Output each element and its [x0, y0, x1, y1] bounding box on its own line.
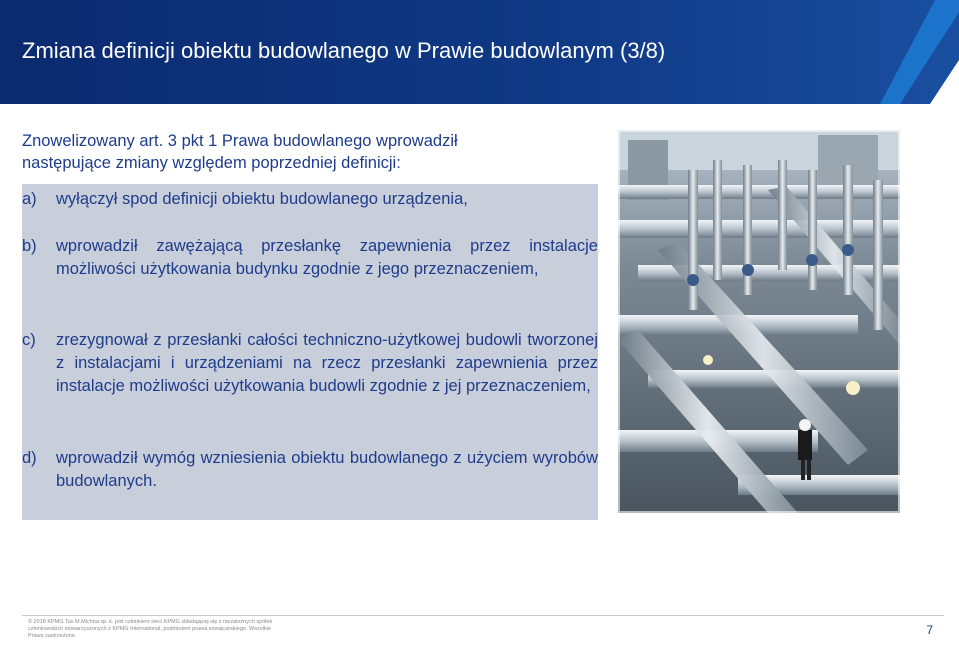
page-number: 7: [926, 623, 933, 637]
page-title: Zmiana definicji obiektu budowlanego w Prawie budowlanym (3/8): [22, 38, 666, 63]
pipes-illustration-icon: [618, 130, 900, 513]
list-item-label: b): [22, 237, 37, 255]
footer-divider: [22, 615, 944, 616]
intro-line-2: następujące zmiany względem poprzedniej definicji:: [22, 154, 401, 172]
list-item-text: wyłączył spod definicji obiektu budowlanego urządzenia,: [56, 190, 468, 208]
list-item-text: wprowadził wymóg wzniesienia obiektu budowlanego z użyciem wyrobów budowlanych.: [56, 449, 598, 490]
footer-legal-text: [28, 619, 328, 640]
footer-legal-line-3: Prawa zastrzeżone.: [28, 633, 77, 639]
footer-legal-line-2: członkowskich stowarzyszonych z KPMG International, podmiotem prawa szwajcarskiego. Wszelkie: [28, 626, 272, 632]
intro-text: [22, 130, 602, 174]
industrial-pipes-photo: [618, 130, 900, 513]
list-item-label: c): [22, 331, 36, 349]
list-item-text: zrezygnował z przesłanki całości techniczno-użytkowej budowli tworzonej z instalacjami i urządzeniami na rzecz przesłanki zapewnienia przez instalacje możliwości użytkowania budowli zgodnie z jej przeznaczeniem,: [56, 331, 598, 395]
changes-panel: [22, 184, 598, 520]
header-banner: [0, 0, 959, 104]
list-item-label: d): [22, 449, 37, 467]
footer-legal-line-1: © 2018 KPMG Tax M.Michna sp. k. jest członkiem sieci KPMG składającej się z niezależnych spółek: [28, 619, 273, 625]
intro-line-1: Znowelizowany art. 3 pkt 1 Prawa budowlanego wprowadził: [22, 132, 458, 150]
list-item-label: a): [22, 190, 37, 208]
list-item-text: wprowadził zawężającą przesłankę zapewnienia przez instalacje możliwości użytkowania budynku zgodnie z jego przeznaczeniem,: [56, 237, 598, 278]
